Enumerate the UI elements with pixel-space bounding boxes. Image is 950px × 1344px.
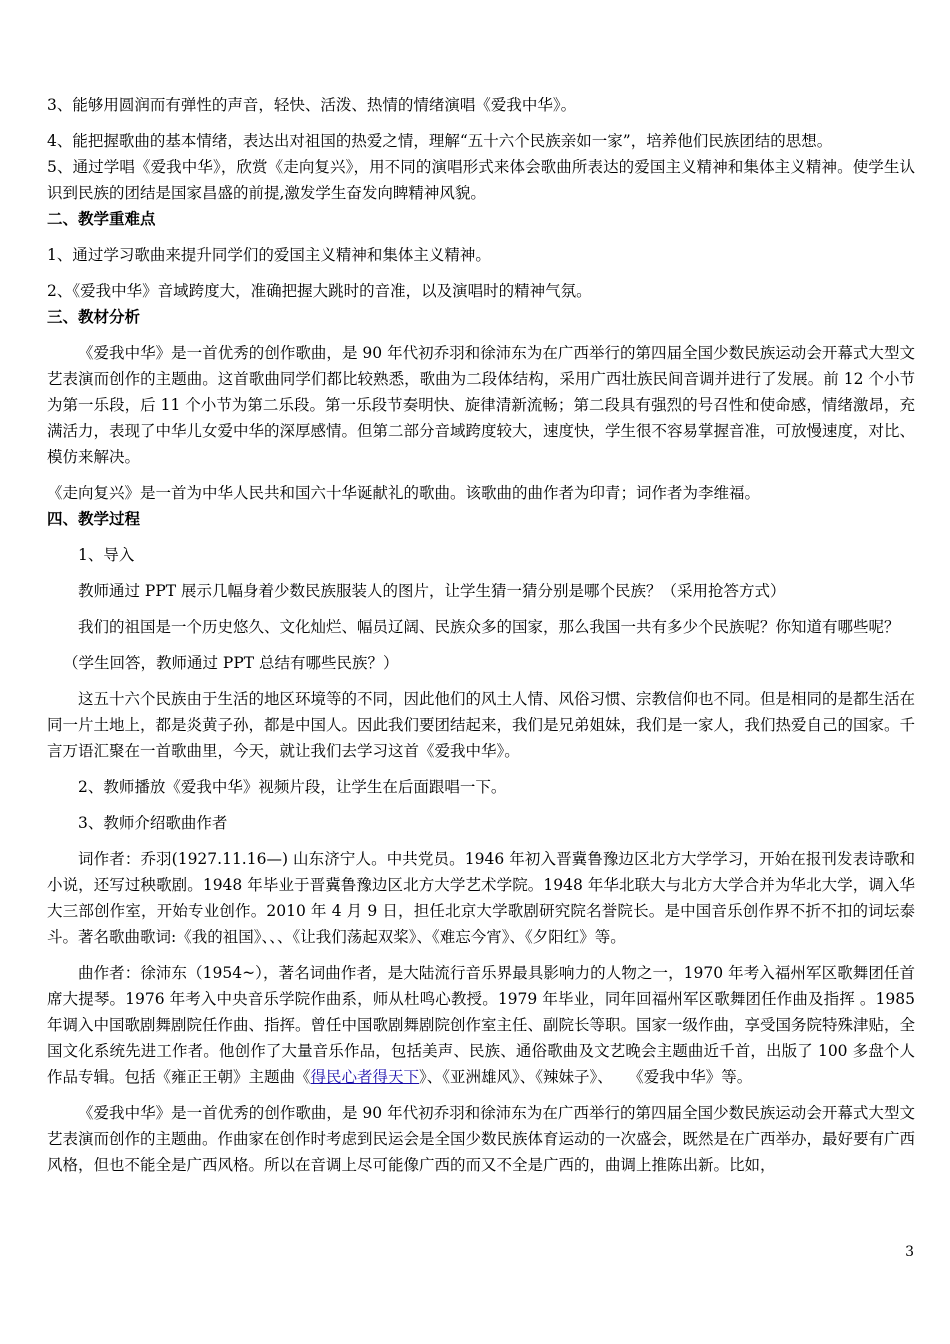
composer-text-before-link: 曲作者：徐沛东（1954~），著名词曲作者，是大陆流行音乐界最具影响力的人物之一，1970 年考入福州军区歌舞团任首席大提琴。1976 年考入中央音乐学院作曲系，师从杜鸣心教授。1979 年毕业，同年回福州军区歌舞团任作曲及指挥 。1985 年调入中国歌剧舞剧院任作曲、指挥。曾任中国歌剧舞剧院创作室主任、副院长等职。国家一级作曲，享受国务院特殊津贴，全国文化系统先进工作者。他创作了大量音乐作品，包括美声、民族、通俗歌曲及文艺晚会主题曲近千首，出版了 100 多盘个人作品专辑。包括《雍正王朝》主题曲《 [47,964,916,1086]
goal-item-3: 3、能够用圆润而有弹性的声音，轻快、活泼、热情的情绪演唱《爱我中华》。 [47,96,577,114]
process-step-3-title: 3、教师介绍歌曲作者 [78,814,228,832]
page-number: 3 [905,1244,914,1260]
process-step-1-paragraph-1: 教师通过 PPT 展示几幅身着少数民族服装人的图片，让学生猜一猜分别是哪个民族？（采用抢答方式） [78,582,786,600]
process-step-1-paragraph-3: （学生回答，教师通过 PPT 总结有哪些民族？） [63,654,399,672]
section-heading-analysis: 三、教材分析 [47,307,141,326]
process-step-1-paragraph-4: 这五十六个民族由于生活的地区环境等的不同，因此他们的风土人情、风俗习惯、宗教信仰也不同。但是相同的是都生活在同一片土地上，都是炎黄子孙，都是中国人。因此我们要团结起来，我们是兄弟姐妹，我们是一家人，我们热爱自己的国家。千言万语汇聚在一首歌曲里，今天，就让我们去学习这首《爱我中华》。 [47,690,916,760]
song-background-paragraph: 《爱我中华》是一首优秀的创作歌曲，是 90 年代初乔羽和徐沛东为在广西举行的第四届全国少数民族运动会开幕式大型文艺表演而创作的主题曲。作曲家在创作时考虑到民运会是全国少数民族体育运动的一次盛会，既然是在广西举办，最好要有广西风格，但也不能全是广西风格。所以在音调上尽可能像广西的而又不全是广西的，曲调上推陈出新。比如， [47,1104,916,1174]
goal-item-5: 5、通过学唱《爱我中华》，欣赏《走向复兴》，用不同的演唱形式来体会歌曲所表达的爱国主义精神和集体主义精神。使学生认识到民族的团结是国家昌盛的前提,激发学生奋发向睥精神风貌。 [47,158,915,202]
song-link[interactable]: 得民心者得天下 [310,1068,420,1086]
analysis-paragraph-1: 《爱我中华》是一首优秀的创作歌曲，是 90 年代初乔羽和徐沛东为在广西举行的第四届全国少数民族运动会开幕式大型文艺表演而创作的主题曲。这首歌曲同学们都比较熟悉，歌曲为二段体结构，采用广西壮族民间音调并进行了发展。前 12 个小节为第一乐段，后 11 个小节为第二乐段。第一乐段节奏明快、旋律清新流畅；第二段具有强烈的号召性和使命感，情绪激昂，充满活力，表现了中华儿女爱中华的深厚感情。但第二部分音域跨度较大，速度快，学生很不容易掌握音准，可放慢速度，对比、模仿来解决。 [47,344,916,466]
goal-item-4: 4、能把握歌曲的基本情绪，表达出对祖国的热爱之情，理解“五十六个民族亲如一家”，培养他们民族团结的思想。 [47,132,833,150]
document-body [47,92,915,1178]
difficulty-item-2: 2、《爱我中华》音域跨度大，准确把握大跳时的音准，以及演唱时的精神气氛。 [47,282,592,300]
lyricist-paragraph: 词作者：乔羽(1927.11.16—) 山东济宁人。中共党员。1946 年初入晋冀鲁豫边区北方大学学习，开始在报刊发表诗歌和小说，还写过秧歌剧。1948 年毕业于晋冀鲁豫边区北方大学艺术学院。1948 年华北联大与北方大学合并为华北大学，调入华大三部创作室，开始专业创作。2010 年 4 月 9 日，担任北京大学歌剧研究院名誉院长。是中国音乐创作界不折不扣的词坛泰斗。著名歌曲歌词:《我的祖国》、、、《让我们荡起双桨》、《难忘今宵》、《夕阳红》等。 [47,850,915,946]
process-step-1-paragraph-2: 我们的祖国是一个历史悠久、文化灿烂、幅员辽阔、民族众多的国家，那么我国一共有多少个民族呢？你知道有哪些呢？ [78,618,900,636]
difficulty-item-1: 1、通过学习歌曲来提升同学们的爱国主义精神和集体主义精神。 [47,246,491,264]
section-heading-process: 四、教学过程 [47,509,141,528]
section-heading-difficulties: 二、教学重难点 [47,209,156,228]
composer-paragraph [47,960,915,1090]
analysis-paragraph-2: 《走向复兴》是一首为中华人民共和国六十华诞献礼的歌曲。该歌曲的曲作者为印青；词作者为李维福。 [47,484,761,502]
composer-text-after-link: 》、《亚洲雄风》、《辣妹子》、 《爱我中华》等。 [419,1068,753,1086]
process-step-1-title: 1、导入 [78,546,135,564]
process-step-2: 2、教师播放《爱我中华》视频片段，让学生在后面跟唱一下。 [78,778,507,796]
